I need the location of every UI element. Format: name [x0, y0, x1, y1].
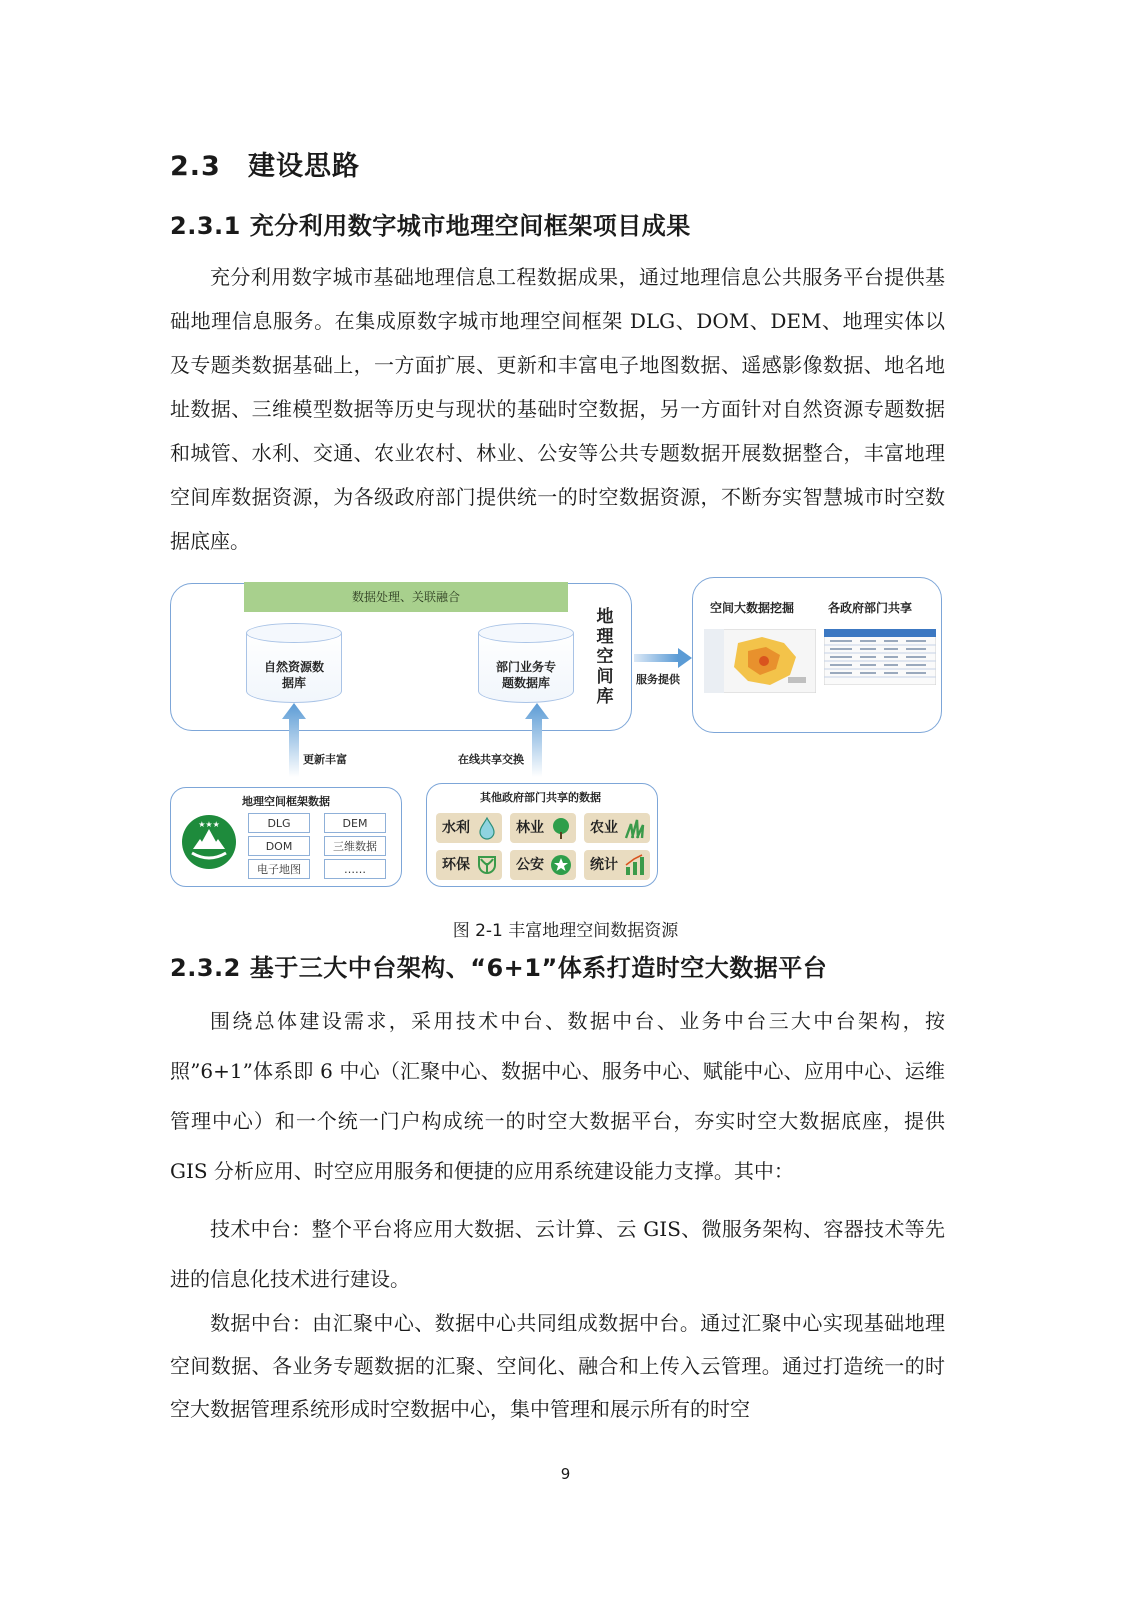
- natural-resources-db: [246, 623, 342, 705]
- cell-dem: DEM: [324, 813, 386, 833]
- figure-data-resources: [170, 583, 960, 903]
- mining-label: 空间大数据挖掘: [710, 601, 795, 615]
- department-db: [478, 623, 574, 705]
- sector-agriculture: 农业: [584, 813, 650, 843]
- cell-dom: DOM: [248, 836, 310, 856]
- police-badge-icon: [549, 853, 573, 877]
- figure-caption: 图 2-1 丰富地理空间数据资源: [452, 921, 679, 941]
- page-number: 9: [560, 1465, 571, 1483]
- sector-forestry: 林业: [510, 813, 576, 843]
- table-thumbnail-icon: [824, 629, 936, 685]
- cell-3d: 三维数据: [324, 836, 386, 856]
- section-title: 建设思路: [248, 151, 360, 182]
- sector-environment: 环保: [436, 850, 502, 880]
- subsection-heading-1: [170, 206, 691, 241]
- paragraph-2-text: 围绕总体建设需求，采用技术中台、数据中台、业务中台三大中台架构，按照”6+1”体系即 6 中心（汇聚中心、数据中心、服务中心、赋能中心、应用中心、运维管理中心）和一个统一门户构成统一的时空大数据平台，夯实时空大数据底座，提供 GIS 分析应用、时空应用服务和便捷的应用系统建设能力支撑。其中：: [170, 1009, 945, 1183]
- update-label: 更新丰富: [303, 753, 347, 766]
- framework-title: 地理空间框架数据: [242, 795, 330, 808]
- map-thumbnail-icon: [704, 629, 816, 693]
- subsection-number-1: 2.3.1: [170, 212, 241, 240]
- sector-police: 公安: [510, 850, 576, 880]
- subsection-number-2: 2.3.2: [170, 954, 241, 982]
- department-db-label: 部门业务专题数据库: [495, 660, 556, 690]
- arrow-right-icon: [634, 647, 694, 669]
- cell-emap: 电子地图: [248, 859, 310, 879]
- natural-resources-db-label: 自然资源数据库: [263, 660, 324, 690]
- grass-icon: [623, 816, 647, 840]
- subsection-heading-2: [170, 948, 827, 983]
- paragraph-4: [170, 1302, 945, 1431]
- service-label: 服务提供: [636, 673, 680, 686]
- section-number: 2.3: [170, 151, 221, 182]
- paragraph-1: [170, 255, 945, 563]
- surveying-logo-icon: [180, 813, 238, 871]
- sector-water: 水利: [436, 813, 502, 843]
- cell-more: ……: [324, 859, 386, 879]
- tree-icon: [549, 816, 573, 840]
- paragraph-2: [170, 996, 945, 1196]
- section-heading: [170, 144, 360, 183]
- subsection-title-2: 基于三大中台架构、“6+1”体系打造时空大数据平台: [249, 954, 828, 982]
- sprout-icon: [475, 853, 499, 877]
- cell-dlg: DLG: [248, 813, 310, 833]
- vertical-label: 地 理 空 间 库: [596, 607, 614, 707]
- sector-statistics: 统计: [584, 850, 650, 880]
- water-drop-icon: [475, 816, 499, 840]
- arrow-up-right-icon: [525, 703, 549, 777]
- paragraph-3: [170, 1204, 945, 1304]
- share-label: 在线共享交换: [458, 753, 524, 766]
- processing-bar: 数据处理、关联融合: [244, 582, 568, 612]
- paragraph-1-text: 充分利用数字城市基础地理信息工程数据成果，通过地理信息公共服务平台提供基础地理信息服务。在集成原数字城市地理空间框架 DLG、DOM、DEM、地理实体以及专题类数据基础上，一方面扩展、更新和丰富电子地图数据、遥感影像数据、地名地址数据、三维模型数据等历史与现状的基础时空数据，另一方面针对自然资源专题数据和城管、水利、交通、农业农村、林业、公安等公共专题数据开展数据整合，丰富地理空间库数据资源，为各级政府部门提供统一的时空数据资源，不断夯实智慧城市时空数据底座。: [170, 265, 945, 553]
- sharing-label: 各政府部门共享: [828, 601, 913, 615]
- subsection-title-1: 充分利用数字城市地理空间框架项目成果: [249, 212, 691, 240]
- paragraph-3-text: 技术中台：整个平台将应用大数据、云计算、云 GIS、微服务架构、容器技术等先进的信息化技术进行建设。: [170, 1217, 945, 1291]
- svg-text:★★★: ★★★: [198, 820, 220, 829]
- paragraph-4-text: 数据中台：由汇聚中心、数据中心共同组成数据中台。通过汇聚中心实现基础地理空间数据、各业务专题数据的汇聚、空间化、融合和上传入云管理。通过打造统一的时空大数据管理系统形成时空数据中心，集中管理和展示所有的时空: [170, 1311, 945, 1421]
- other-departments-title: 其他政府部门共享的数据: [480, 791, 601, 804]
- bar-chart-icon: [623, 853, 647, 877]
